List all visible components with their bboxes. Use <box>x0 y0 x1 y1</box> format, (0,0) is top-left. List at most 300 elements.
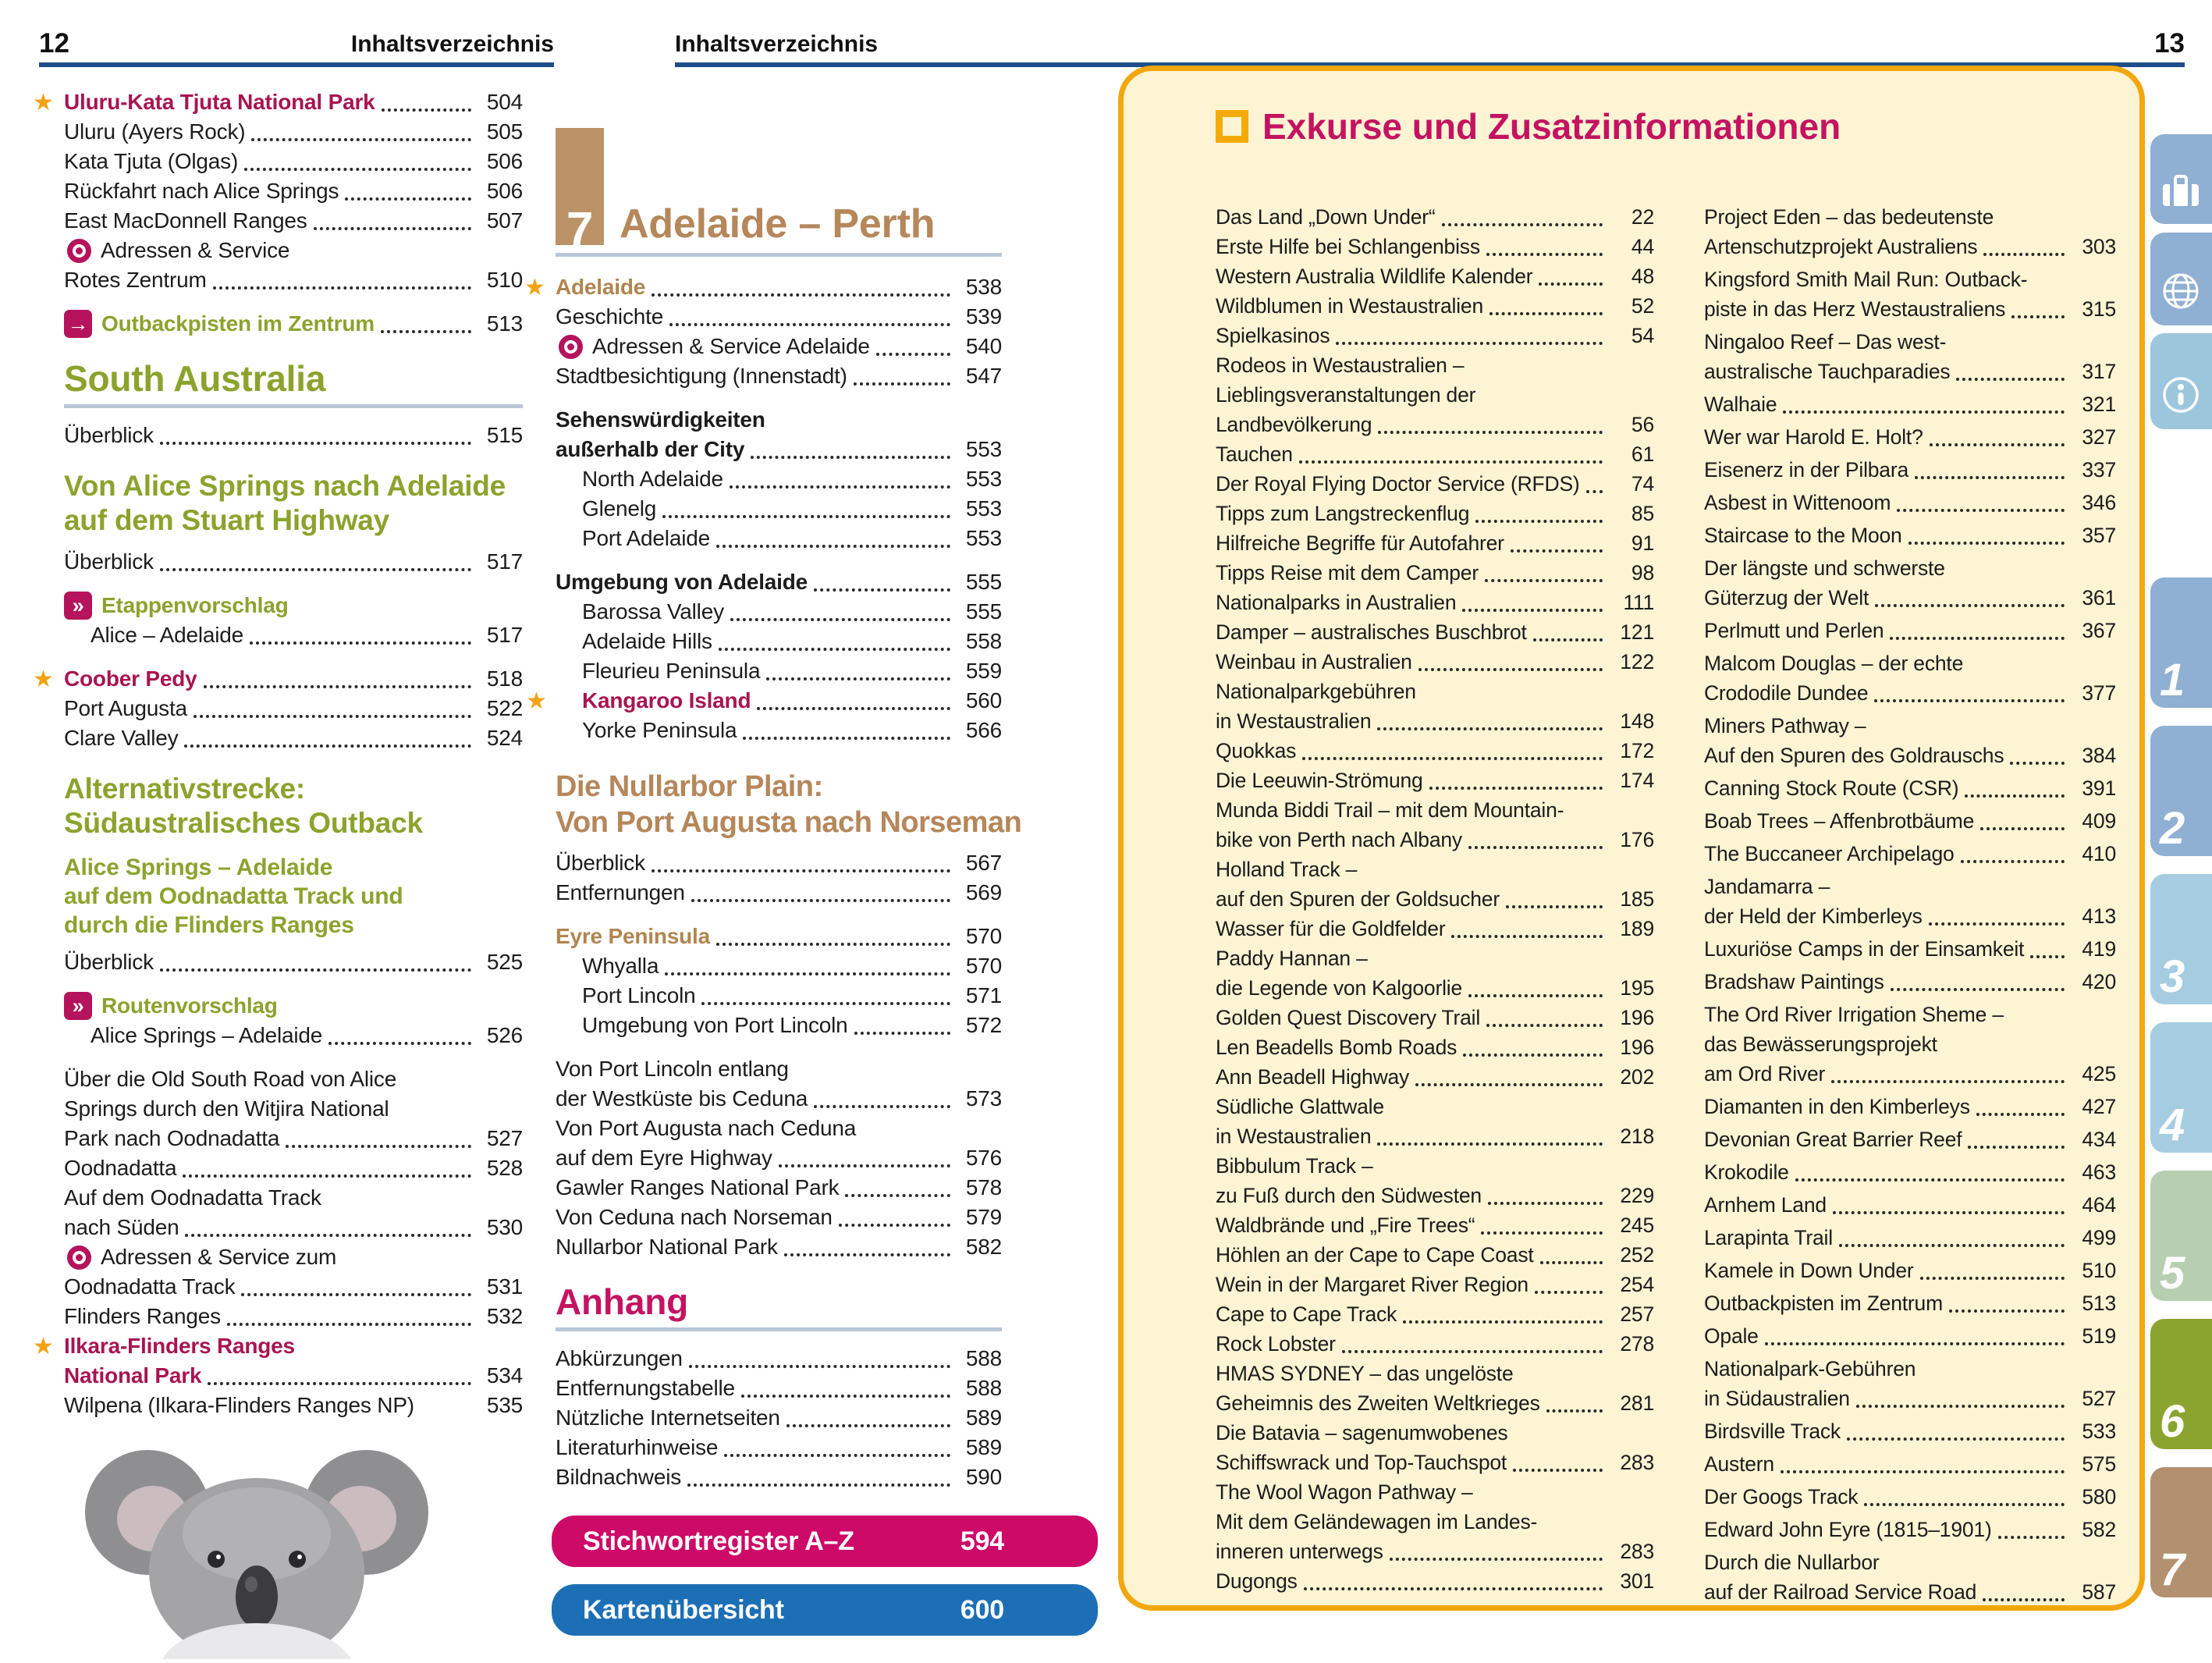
toc-entry-page: 377 <box>2082 681 2116 705</box>
toc-entry-row <box>1704 357 2116 386</box>
leader-dots <box>687 1484 950 1487</box>
toc-entry <box>1704 1482 2116 1512</box>
toc-entry-page: 519 <box>2082 1324 2116 1348</box>
section-heading <box>64 853 523 940</box>
toc-entry-page: 218 <box>1620 1125 1654 1148</box>
toc-entry-row <box>1216 321 1654 350</box>
leader-dots <box>766 677 950 680</box>
toc-entry-label: Western Australia Wildlife Kalender <box>1216 265 1533 288</box>
leader-dots <box>691 899 950 902</box>
toc-entry-label: Glenelg <box>582 496 657 521</box>
toc-entry <box>1216 1418 1654 1477</box>
toc-entry-row <box>64 991 523 1021</box>
leader-dots <box>757 707 950 710</box>
toc-entry-label: Überblick <box>556 851 645 875</box>
toc-entry <box>1216 1151 1654 1210</box>
toc-entry-label: nach Süden <box>64 1215 179 1239</box>
toc-entry-row <box>556 332 1002 361</box>
star-icon: ★ <box>526 688 547 714</box>
toc-entry-row <box>1216 1032 1654 1062</box>
toc-entry-page: 540 <box>965 334 1002 358</box>
toc-entry-row <box>64 1302 523 1331</box>
toc-entry-row <box>1216 1003 1654 1032</box>
toc-entry <box>64 206 523 236</box>
toc-entry <box>556 524 1002 553</box>
star-icon: ★ <box>524 275 545 300</box>
toc-entry-label: Arnhem Land <box>1704 1193 1827 1217</box>
toc-entry-row <box>1704 1384 2116 1413</box>
sidebar-tab-number: 6 <box>2160 1396 2185 1447</box>
leader-dots <box>689 1365 950 1368</box>
sidebar-tab-2 <box>2150 726 2212 856</box>
toc-entry <box>556 567 1002 597</box>
toc-entry-row <box>1704 1092 2116 1121</box>
toc-entry-row <box>582 627 1002 656</box>
toc-entry-label: Kangaroo Island <box>582 688 751 712</box>
toc-entry-row <box>1704 521 2116 550</box>
toc-entry-row <box>556 1373 1002 1403</box>
toc-entry-row <box>556 1433 1002 1462</box>
toc-entry-page: 528 <box>486 1156 523 1180</box>
bar-label: Stichwortregister A–Z <box>583 1526 854 1556</box>
toc-entry-label: Überblick <box>64 423 154 447</box>
toc-entry-row <box>64 265 523 295</box>
section-heading-line: South Australia <box>64 358 326 399</box>
toc-entry-label: Adelaide Hills <box>582 629 712 653</box>
toc-entry-preline: Der längste und schwerste <box>1704 556 1945 580</box>
toc-entry <box>1216 350 1654 439</box>
leader-dots <box>241 1293 471 1296</box>
leader-dots <box>1983 1598 2065 1601</box>
toc-entry-page: 533 <box>2082 1420 2116 1443</box>
toc-entry <box>1216 1062 1654 1092</box>
toc-entry-label: Überblick <box>64 549 154 574</box>
toc-entry-row <box>1216 1240 1654 1270</box>
toc-entry-row <box>1704 1125 2116 1154</box>
left-page-number: 12 <box>39 28 69 59</box>
toc-entry <box>1216 647 1654 677</box>
toc-entry <box>1216 291 1654 321</box>
toc-entry <box>64 547 523 577</box>
toc-entry-label: Staircase to the Moon <box>1704 524 1902 547</box>
toc-entry-label: Boab Trees – Affenbrotbäume <box>1704 809 1975 833</box>
toc-entry-label: in Südaustralien <box>1704 1387 1850 1410</box>
leader-dots <box>1488 1202 1603 1205</box>
toc-entry-label: Golden Quest Discovery Trail <box>1216 1006 1481 1029</box>
toc-entry-row <box>64 421 523 450</box>
toc-entry <box>1704 1288 2116 1318</box>
toc-entry-preline: HMAS SYDNEY – das ungelöste <box>1216 1362 1514 1385</box>
leader-dots <box>1847 1437 2065 1441</box>
toc-entry <box>556 597 1002 627</box>
toc-entry-label: Uluru (Ayers Rock) <box>64 119 246 144</box>
toc-entry-page: 566 <box>965 718 1002 742</box>
globe-icon <box>2161 272 2200 314</box>
toc-entry <box>1704 1354 2116 1413</box>
toc-entry-page: 85 <box>1631 502 1654 525</box>
leader-dots <box>814 588 950 592</box>
toc-entry <box>1216 736 1654 766</box>
toc-entry-row <box>1704 583 2116 613</box>
leader-dots <box>1783 410 2065 414</box>
toc-entry-page: 283 <box>1620 1451 1654 1474</box>
leader-dots <box>1533 638 1603 641</box>
leader-dots <box>854 1032 950 1035</box>
toc-entry-row <box>556 302 1002 332</box>
toc-entry-label: Krokodile <box>1704 1160 1789 1184</box>
toc-entry <box>64 147 523 176</box>
toc-entry-label: Adressen & Service Adelaide <box>592 334 870 358</box>
section-heading <box>64 359 523 408</box>
sidebar-tab-globe <box>2150 233 2212 325</box>
toc-entry-preline: Auf dem Oodnadatta Track <box>64 1185 321 1210</box>
toc-entry-row <box>1216 1566 1654 1596</box>
leader-dots <box>1299 460 1603 464</box>
toc-entry-preline: Über die Old South Road von Alice <box>64 1067 397 1091</box>
toc-entry-page: 569 <box>965 880 1002 904</box>
toc-entry-label: Dugongs <box>1216 1569 1298 1593</box>
arrow-icon: → <box>64 310 92 338</box>
toc-entry-label: Umgebung von Port Lincoln <box>582 1013 848 1037</box>
toc-entry-page: 570 <box>965 924 1002 948</box>
toc-entry <box>1216 1210 1654 1240</box>
toc-entry-page: 257 <box>1620 1302 1654 1326</box>
leader-dots <box>1781 1470 2065 1473</box>
toc-entry <box>1216 1359 1654 1418</box>
toc-entry-label: Crododile Dundee <box>1704 681 1869 705</box>
leader-dots <box>669 323 950 326</box>
toc-entry-label: der Held der Kimberleys <box>1704 904 1923 928</box>
toc-entry-row <box>582 686 1002 716</box>
left-page-column-1 <box>33 87 523 1420</box>
toc-entry-label: Clare Valley <box>64 726 179 750</box>
toc-entry-row <box>1704 1223 2116 1253</box>
toc-entry-row <box>582 981 1002 1011</box>
toc-entry <box>1216 469 1654 499</box>
toc-entry-page: 504 <box>486 90 523 114</box>
section-heading-line: Von Alice Springs nach Adelaide <box>64 470 506 502</box>
toc-entry-page: 174 <box>1620 769 1654 792</box>
toc-entry-page: 202 <box>1620 1065 1654 1089</box>
toc-entry-preline: Rodeos in Westaustralien – <box>1216 354 1465 377</box>
toc-entry-preline: Adressen & Service zum <box>64 1242 523 1272</box>
toc-entry <box>1704 1125 2116 1154</box>
toc-entry-page: 553 <box>965 437 1002 461</box>
toc-entry-row <box>64 1213 523 1242</box>
toc-entry <box>1704 202 2116 261</box>
toc-entry <box>64 421 523 450</box>
leader-dots <box>716 545 950 548</box>
toc-entry <box>64 117 523 147</box>
toc-entry-row <box>1216 825 1654 855</box>
toc-entry-page: 513 <box>486 311 523 336</box>
toc-entry-preline: Nationalpark-Gebühren <box>1704 1357 1916 1381</box>
toc-entry-page: 122 <box>1620 650 1654 673</box>
toc-entry <box>1704 711 2116 770</box>
toc-entry-preline: Springs durch den Witjira National <box>64 1096 389 1121</box>
toc-entry-label: Quokkas <box>1216 739 1297 762</box>
toc-entry <box>1216 914 1654 943</box>
toc-entry-label: auf dem Eyre Highway <box>556 1146 772 1170</box>
register-bar <box>552 1516 1098 1567</box>
toc-entry-page: 172 <box>1620 739 1654 762</box>
toc-entry-page: 148 <box>1620 709 1654 733</box>
toc-entry-preline: Paddy Hannan – <box>1216 947 1368 970</box>
toc-entry-label: Weinbau in Australien <box>1216 650 1412 673</box>
toc-entry-row <box>1704 1157 2116 1187</box>
toc-entry-row <box>64 309 523 339</box>
leader-dots <box>1462 609 1603 612</box>
toc-entry-row <box>64 1272 523 1302</box>
toc-entry-label: Len Beadells Bomb Roads <box>1216 1036 1458 1059</box>
toc-entry <box>64 620 523 650</box>
toc-entry-label: Wildblumen in Westaustralien <box>1216 294 1483 318</box>
toc-entry-preline: Bibbulum Track – <box>1216 1154 1373 1178</box>
toc-entry-row <box>556 435 1002 464</box>
toc-entry-row <box>64 664 523 694</box>
toc-entry-row <box>1216 914 1654 943</box>
leader-dots <box>1486 1024 1603 1027</box>
toc-entry-label: australische Tauchparadies <box>1704 360 1951 383</box>
toc-entry-page: 567 <box>965 851 1002 875</box>
sidebar-tab-7 <box>2150 1467 2212 1597</box>
leader-dots <box>1875 604 2065 607</box>
toc-entry-row <box>1216 469 1654 499</box>
section-heading-line: Alice Springs – Adelaide <box>64 855 333 880</box>
toc-entry-row <box>556 922 1002 951</box>
leader-dots <box>208 1382 471 1385</box>
leader-dots <box>1795 1178 2065 1182</box>
square-icon <box>1216 110 1248 143</box>
toc-entry <box>1704 327 2116 386</box>
toc-entry <box>1216 1566 1654 1596</box>
toc-entry-label: außerhalb der City <box>556 437 745 461</box>
toc-entry-label: Umgebung von Adelaide <box>556 570 808 594</box>
leader-dots <box>1418 668 1603 671</box>
toc-entry-page: 530 <box>486 1215 523 1239</box>
toc-entry-label: Port Adelaide <box>582 526 710 550</box>
target-icon <box>67 1245 91 1270</box>
toc-entry-row <box>582 1011 1002 1040</box>
chapter-number: 7 <box>556 128 604 245</box>
toc-entry-page: 54 <box>1631 324 1654 347</box>
toc-entry <box>556 1011 1002 1040</box>
target-icon <box>67 239 91 263</box>
leader-dots <box>160 568 471 571</box>
toc-entry-page: 526 <box>486 1023 523 1047</box>
toc-entry-label: Spielkasinos <box>1216 324 1330 347</box>
toc-entry-label: Port Augusta <box>64 696 187 720</box>
toc-entry-label: Outbackpisten im Zentrum <box>101 311 375 336</box>
toc-entry-row <box>64 147 523 176</box>
toc-entry-preline: Von Port Lincoln entlang <box>556 1057 789 1081</box>
leader-dots <box>784 1253 950 1256</box>
leader-dots <box>1540 1261 1603 1264</box>
toc-entry-label: Diamanten in den Kimberleys <box>1704 1095 1970 1118</box>
toc-entry-page: 195 <box>1620 976 1654 1000</box>
toc-entry-row <box>1704 839 2116 869</box>
toc-entry-page: 559 <box>965 659 1002 683</box>
toc-entry-label: Literaturhinweise <box>556 1435 719 1459</box>
leader-dots <box>665 972 950 975</box>
leader-dots <box>1481 1231 1603 1235</box>
toc-entry-label: Eisenerz in der Pilbara <box>1704 458 1909 481</box>
toc-entry <box>33 87 523 117</box>
toc-entry-page: 582 <box>965 1235 1002 1259</box>
toc-entry-page: 555 <box>965 599 1002 624</box>
section-heading <box>556 769 1022 840</box>
toc-entry-label: auf der Railroad Service Road <box>1704 1580 1977 1604</box>
toc-entry-row <box>556 567 1002 597</box>
sidebar-tab-number: 7 <box>2160 1544 2185 1595</box>
toc-entry-label: Asbest in Wittenoom <box>1704 491 1891 514</box>
toc-entry-page: 420 <box>2082 970 2116 993</box>
toc-entry-label: Wer war Harold E. Holt? <box>1704 425 1923 449</box>
toc-entry <box>1216 528 1654 558</box>
toc-entry-label: Oodnadatta <box>64 1156 177 1180</box>
toc-entry-row <box>1216 1270 1654 1299</box>
toc-entry-label: Artenschutzprojekt Australiens <box>1704 235 1978 258</box>
toc-entry-page: 384 <box>2082 744 2116 767</box>
toc-entry-row <box>64 1124 523 1153</box>
toc-entry <box>33 664 523 694</box>
leader-dots <box>652 293 950 297</box>
leader-dots <box>244 168 471 171</box>
toc-entry <box>556 1203 1002 1232</box>
toc-entry <box>556 848 1002 878</box>
leader-dots <box>1956 378 2065 381</box>
toc-entry <box>1216 499 1654 528</box>
leader-dots <box>1489 312 1603 315</box>
toc-entry <box>1216 1092 1654 1151</box>
toc-entry-label: Alice – Adelaide <box>91 623 244 647</box>
toc-entry <box>64 176 523 206</box>
toc-entry-label: Tipps Reise mit dem Camper <box>1216 561 1479 585</box>
toc-entry-page: 588 <box>965 1346 1002 1370</box>
toc-entry-label: Höhlen an der Cape to Cape Coast <box>1216 1243 1534 1267</box>
toc-entry-row <box>64 1391 523 1420</box>
toc-entry-row <box>556 1203 1002 1232</box>
leader-dots <box>227 1323 471 1326</box>
suitcase-icon <box>2161 175 2200 213</box>
toc-entry-label: piste in das Herz Westaustraliens <box>1704 297 2006 321</box>
toc-entry <box>1704 1515 2116 1544</box>
toc-entry-page: 590 <box>965 1465 1002 1489</box>
toc-entry-row <box>64 947 523 977</box>
toc-entry-row <box>1704 488 2116 517</box>
toc-entry-label: Austern <box>1704 1452 1774 1476</box>
toc-entry-label: The Buccaneer Archipelago <box>1704 842 1955 865</box>
toc-entry-label: in Westaustralien <box>1216 1125 1372 1148</box>
toc-entry-label: Etappenvorschlag <box>101 593 289 617</box>
toc-entry-row <box>1704 1190 2116 1220</box>
toc-entry <box>556 878 1002 908</box>
chapter-heading <box>556 128 1002 257</box>
bar-page: 594 <box>960 1526 1004 1556</box>
toc-entry <box>556 1403 1002 1433</box>
toc-entry-page: 525 <box>486 950 523 974</box>
toc-entry-preline: Südliche Glattwale <box>1216 1095 1384 1118</box>
toc-entry-page: 553 <box>965 467 1002 491</box>
toc-entry <box>556 1433 1002 1462</box>
toc-entry <box>1704 839 2116 869</box>
toc-entry-label: auf den Spuren der Goldsucher <box>1216 887 1500 911</box>
leader-dots <box>1302 757 1603 760</box>
toc-entry-label: Wein in der Margaret River Region <box>1216 1273 1529 1296</box>
leader-dots <box>1429 787 1603 790</box>
toc-entry-label: Larapinta Trail <box>1704 1226 1833 1249</box>
toc-entry <box>1704 967 2116 997</box>
toc-entry-page: 534 <box>486 1363 523 1388</box>
toc-entry <box>64 1021 523 1050</box>
toc-entry-label: der Westküste bis Ceduna <box>556 1086 808 1110</box>
toc-entry-row <box>64 547 523 577</box>
koala-photo <box>72 1441 442 1659</box>
toc-entry <box>556 951 1002 981</box>
leader-dots <box>1976 1113 2065 1116</box>
leader-dots <box>786 1424 950 1427</box>
sidebar-tab-number: 5 <box>2160 1248 2185 1299</box>
toc-entry-row <box>1704 455 2116 485</box>
leader-dots <box>1336 342 1603 345</box>
toc-entry-page: 176 <box>1620 828 1654 851</box>
toc-entry-row <box>582 524 1002 553</box>
toc-entry <box>556 1173 1002 1203</box>
toc-entry-page: 538 <box>965 275 1002 299</box>
toc-entry-label: Adressen & Service <box>101 238 290 262</box>
toc-entry-page: 553 <box>965 526 1002 550</box>
toc-entry-label: Wilpena (Ilkara-Flinders Ranges NP) <box>64 1393 414 1417</box>
toc-entry-label: Kamele in Down Under <box>1704 1259 1914 1282</box>
toc-entry-page: 361 <box>2082 586 2116 609</box>
leader-dots <box>1415 1083 1603 1086</box>
leader-dots <box>662 515 950 518</box>
leader-dots <box>1513 1469 1603 1472</box>
leader-dots <box>194 715 471 718</box>
toc-entry-label: Rückfahrt nach Alice Springs <box>64 179 339 203</box>
toc-entry-page: 317 <box>2082 360 2116 383</box>
toc-entry-row <box>1216 1388 1654 1418</box>
toc-entry-label: Überblick <box>64 950 154 974</box>
bar-label: Kartenübersicht <box>583 1595 784 1625</box>
toc-entry-preline: Kingsford Smith Mail Run: Outback- <box>1704 268 2028 291</box>
leader-dots <box>1897 509 2065 512</box>
toc-entry <box>1704 1256 2116 1285</box>
toc-entry-label: bike von Perth nach Albany <box>1216 828 1462 851</box>
toc-entry-label: Barossa Valley <box>582 599 724 624</box>
toc-entry-label: Tipps zum Langstreckenflug <box>1216 502 1470 525</box>
leader-dots <box>1468 994 1603 997</box>
toc-entry-row <box>1216 1121 1654 1151</box>
toc-entry-page: 535 <box>486 1393 523 1417</box>
toc-entry-page: 327 <box>2082 425 2116 449</box>
toc-entry-row <box>582 494 1002 524</box>
toc-entry-label: Flinders Ranges <box>64 1304 221 1328</box>
leader-dots <box>1342 1350 1603 1353</box>
leader-dots <box>345 197 471 201</box>
toc-entry-page: 189 <box>1620 917 1654 940</box>
toc-entry-label: Walhaie <box>1704 393 1777 416</box>
toc-entry <box>556 1054 1002 1114</box>
toc-entry <box>556 361 1002 391</box>
leader-dots <box>1511 549 1603 553</box>
leader-dots <box>1485 579 1603 582</box>
leader-dots <box>1539 282 1603 286</box>
toc-entry-row <box>1704 1288 2116 1318</box>
toc-entry <box>1216 439 1654 469</box>
toc-entry <box>1704 1449 2116 1479</box>
leader-dots <box>814 1105 950 1108</box>
